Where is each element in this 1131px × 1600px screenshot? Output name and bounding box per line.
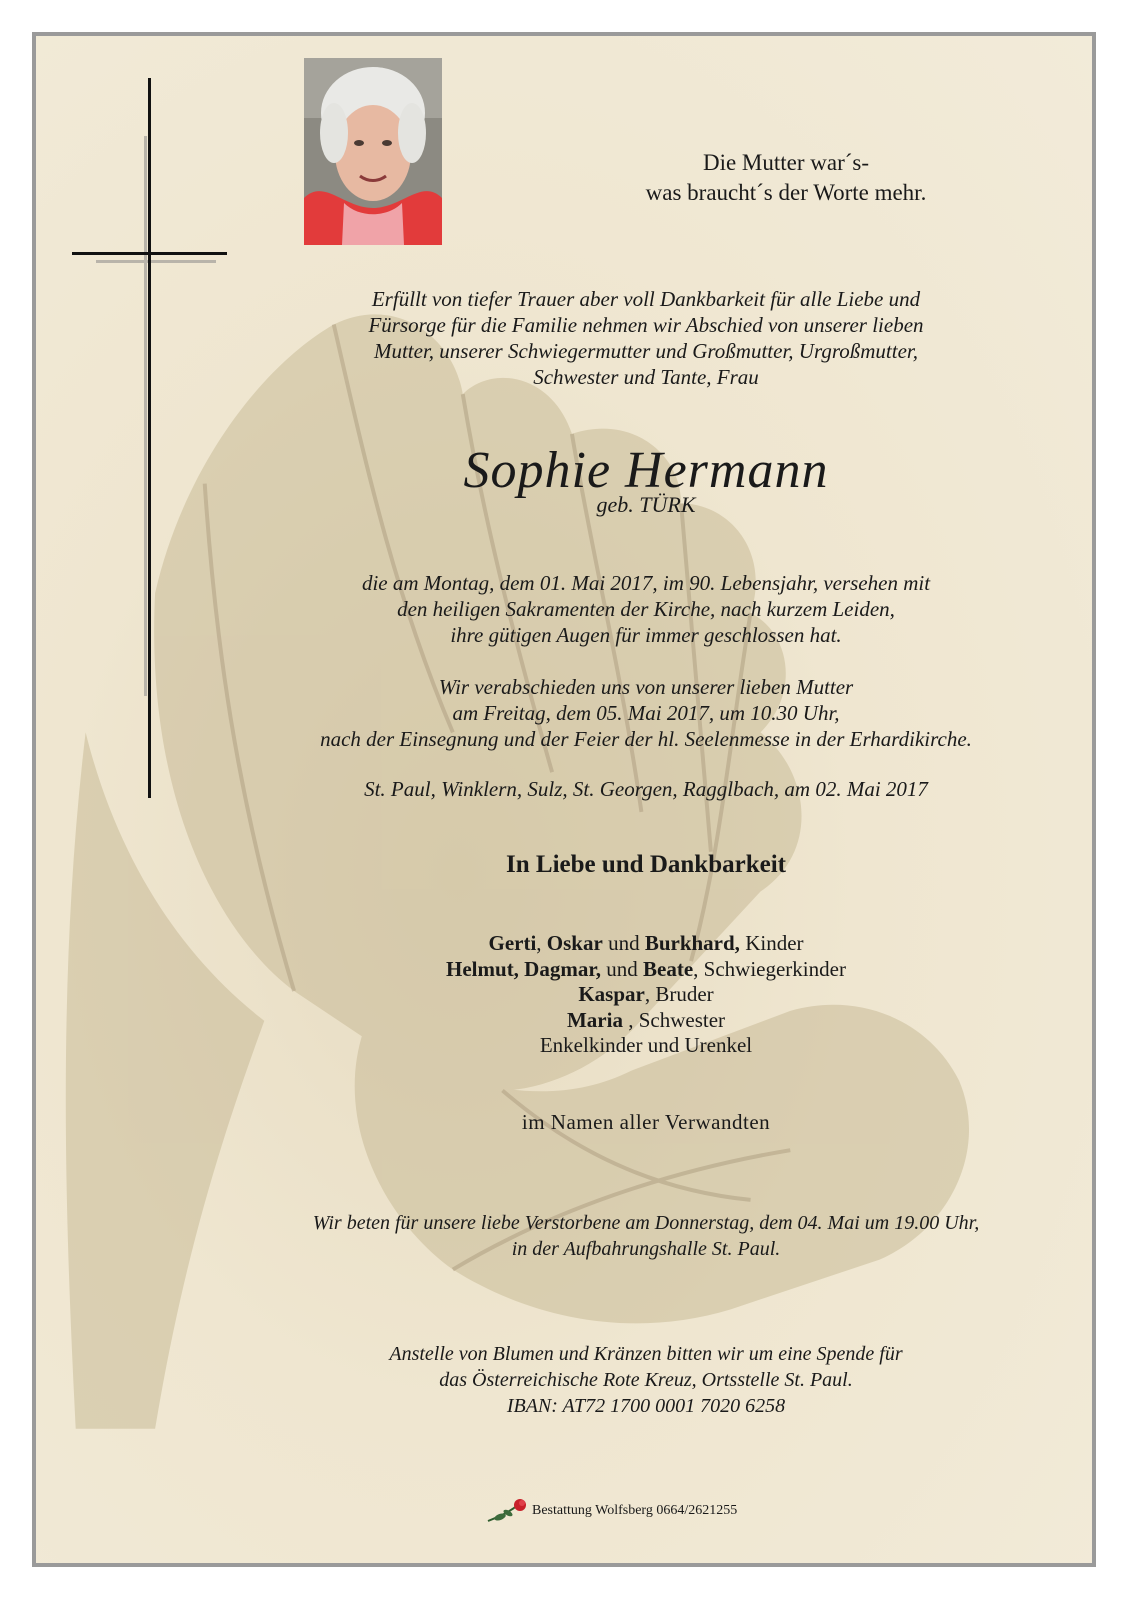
birth-name: geb. TÜRK <box>596 492 696 517</box>
intro-line: Schwester und Tante, Frau <box>533 365 759 389</box>
portrait-photo <box>304 58 442 245</box>
donation-notice <box>216 1341 1076 1419</box>
donation-line: das Österreichische Rote Kreuz, Ortsstelle St. Paul. <box>439 1369 853 1391</box>
quote <box>596 148 976 208</box>
donation-line: Anstelle von Blumen und Kränzen bitten wir um eine Spende für <box>389 1343 903 1365</box>
quote-line-2: was braucht´s der Worte mehr. <box>645 180 927 205</box>
family-list <box>216 931 1076 1059</box>
funeral-line: nach der Einsegnung und der Feier der hl. Seelenmesse in der Erhardikirche. <box>320 727 972 751</box>
intro-line: Mutter, unserer Schwiegermutter und Großmutter, Urgroßmutter, <box>373 339 919 363</box>
donation-iban: IBAN: AT72 1700 0001 7020 6258 <box>506 1395 786 1417</box>
funeral-notice <box>216 674 1076 752</box>
intro-line: Erfüllt von tiefer Trauer aber voll Dankbarkeit für alle Liebe und <box>371 287 921 311</box>
cross-shadow-horizontal <box>96 260 216 263</box>
obituary-card <box>32 32 1096 1567</box>
death-notice-line: ihre gütigen Augen für immer geschlossen hat. <box>450 623 842 647</box>
family-row-in-laws: Helmut, Dagmar, und Beate, Schwiegerkinder <box>446 956 846 981</box>
rose-icon <box>486 1497 530 1525</box>
deceased-name: Sophie Hermann <box>463 442 829 499</box>
funeral-line: Wir verabschieden uns von unserer lieben Mutter <box>438 675 854 699</box>
intro-line: Fürsorge für die Familie nehmen wir Abschied von unserer lieben <box>368 313 924 337</box>
funeral-line: am Freitag, dem 05. Mai 2017, um 10.30 Uhr, <box>452 701 840 725</box>
family-row-brother: Kaspar, Bruder <box>578 982 714 1006</box>
family-row-sister: Maria , Schwester <box>566 1007 726 1032</box>
cross-shadow-vertical <box>144 136 147 696</box>
family-row-grandchildren: Enkelkinder und Urenkel <box>539 1033 753 1057</box>
behalf-line: im Namen aller Verwandten <box>521 1110 771 1134</box>
closing-phrase: In Liebe und Dankbarkeit <box>506 851 786 878</box>
quote-line-1: Die Mutter war´s- <box>702 150 870 175</box>
cross-icon-horizontal <box>72 252 227 255</box>
cross-icon-vertical <box>148 78 151 798</box>
place-date: St. Paul, Winklern, Sulz, St. Georgen, Ragglbach, am 02. Mai 2017 <box>364 777 928 801</box>
prayer-notice <box>216 1210 1076 1262</box>
funeral-home-footer <box>486 1496 737 1526</box>
prayer-line: in der Aufbahrungshalle St. Paul. <box>511 1238 781 1260</box>
intro-paragraph <box>236 286 1056 390</box>
prayer-line: Wir beten für unsere liebe Verstorbene am Donnerstag, dem 04. Mai um 19.00 Uhr, <box>312 1212 980 1234</box>
footer-text: Bestattung Wolfsberg 0664/2621255 <box>532 1503 738 1518</box>
death-notice <box>216 570 1076 648</box>
death-notice-line: die am Montag, dem 01. Mai 2017, im 90. Lebensjahr, versehen mit <box>361 571 931 595</box>
death-notice-line: den heiligen Sakramenten der Kirche, nach kurzem Leiden, <box>397 597 895 621</box>
family-row-children: Gerti, Oskar und Burkhard, Kinder <box>488 931 804 955</box>
